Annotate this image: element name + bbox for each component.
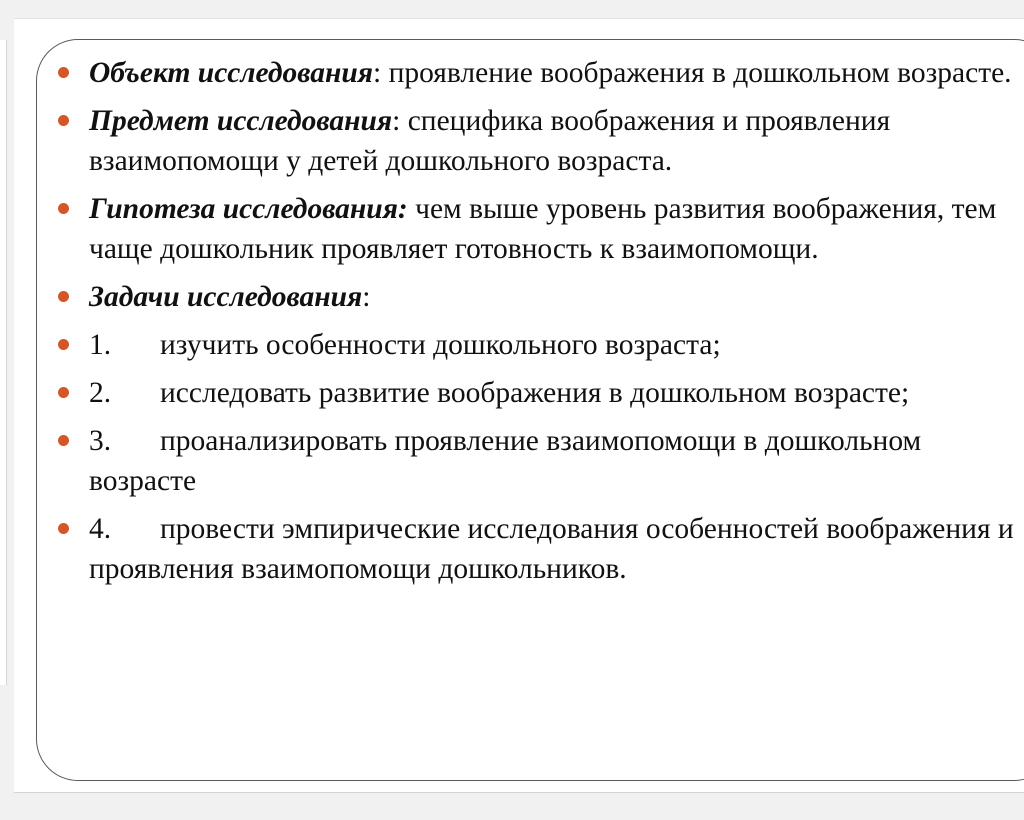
slide: [14, 18, 1024, 793]
task-text: провести эмпирические исследования особенностей воображения и проявления взаимопомощи дошкольников.: [89, 513, 1014, 585]
item-text: специфика воображения и проявления взаимопомощи у детей дошкольного возраста.: [89, 105, 891, 177]
task-item-2: [44, 373, 1024, 413]
bullet-dot-icon: [58, 67, 69, 78]
task-number: 2.: [89, 377, 112, 409]
bullet-dot-icon: [58, 203, 69, 214]
bullet-dot-icon: [58, 435, 69, 446]
left-panel-edge: [0, 40, 7, 685]
task-number: 1.: [89, 329, 112, 361]
task-item-4: [44, 509, 1024, 589]
task-text: изучить особенности дошкольного возраста;: [160, 329, 721, 361]
item-separator: :: [392, 105, 401, 137]
task-text: исследовать развитие воображения в дошкольном возрасте;: [160, 377, 910, 409]
task-number: 3.: [89, 425, 112, 457]
item-heading: Объект исследования: [89, 57, 373, 89]
task-number: 4.: [89, 513, 112, 545]
list-item-object: [44, 53, 1024, 93]
bullet-list: [44, 53, 1024, 597]
bullet-dot-icon: [58, 339, 69, 350]
item-text: проявление воображения в дошкольном возрасте.: [381, 57, 1012, 89]
bullet-dot-icon: [58, 115, 69, 126]
bullet-dot-icon: [58, 523, 69, 534]
item-separator: :: [373, 57, 382, 89]
task-item-3: [44, 421, 1024, 501]
list-item-subject: [44, 101, 1024, 181]
item-heading: Задачи исследования: [89, 281, 363, 313]
item-separator: :: [362, 281, 371, 313]
bullet-dot-icon: [58, 291, 69, 302]
list-item-hypothesis: [44, 189, 1024, 269]
task-text: проанализировать проявление взаимопомощи в дошкольном возрасте: [89, 425, 922, 497]
bullet-dot-icon: [58, 387, 69, 398]
item-heading: Гипотеза исследования:: [89, 193, 408, 225]
list-item-tasks: [44, 277, 1024, 317]
task-item-1: [44, 325, 1024, 365]
item-text: чем выше уровень развития воображения, тем чаще дошкольник проявляет готовность к взаимопомощи.: [89, 193, 997, 265]
item-heading: Предмет исследования: [89, 105, 393, 137]
